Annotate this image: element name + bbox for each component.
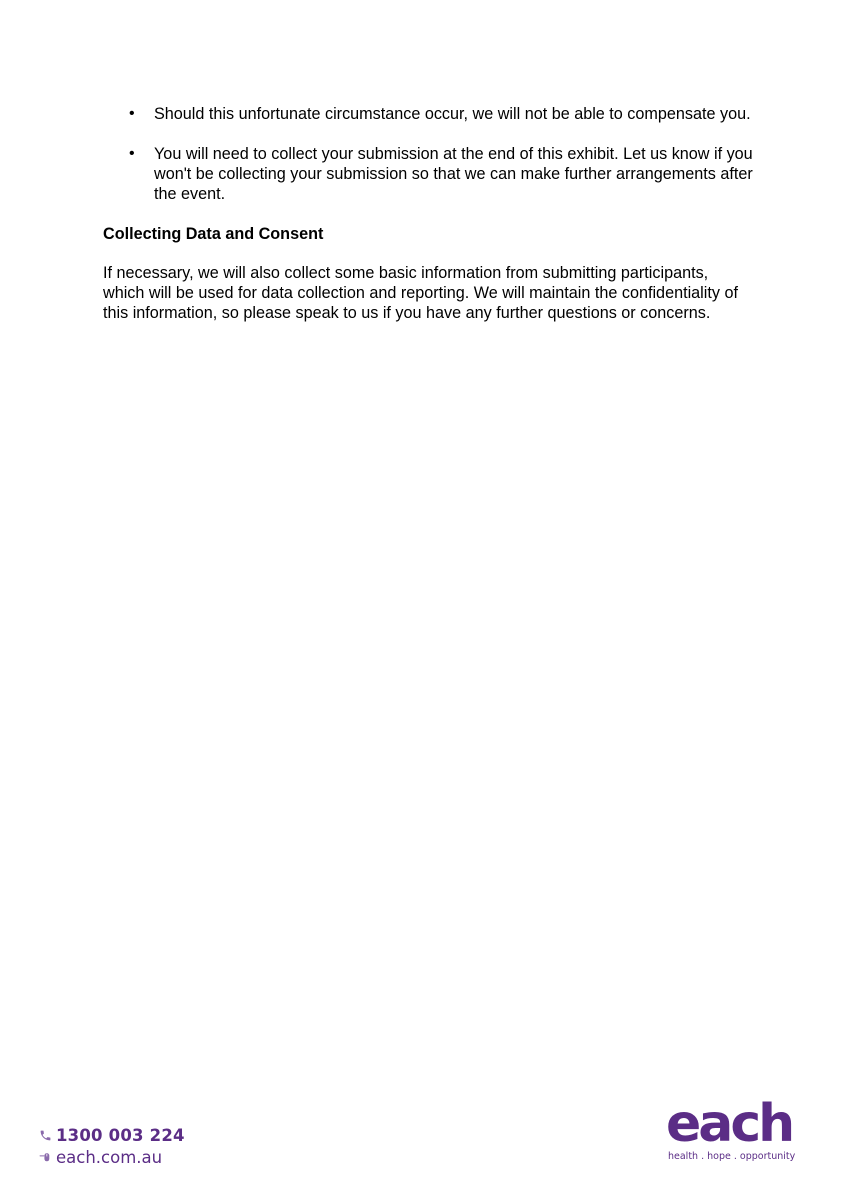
logo-wordmark: each (666, 1094, 793, 1154)
document-body (103, 104, 753, 323)
phone-number[interactable]: 1300 003 224 (56, 1125, 185, 1145)
bullet-text: Should this unfortunate circumstance occur, we will not be able to compensate you. (154, 105, 751, 123)
footer-contact (38, 1124, 185, 1168)
body-paragraph: If necessary, we will also collect some basic information from submitting participants, which will be used for data collection and reporting. We will maintain the confidentiality of this information, so please speak to us if you have any further questions or concerns. (103, 264, 738, 322)
mouse-icon (38, 1150, 52, 1164)
bullet-text: You will need to collect your submission at the end of this exhibit. Let us know if you won't be collecting your submission so that we can make further arrangements after the event. (154, 145, 753, 203)
list-item (103, 144, 753, 204)
bullet-list (103, 104, 753, 204)
website-row (38, 1146, 185, 1168)
phone-icon (38, 1128, 52, 1142)
each-logo (664, 1094, 796, 1166)
list-item (103, 104, 753, 124)
website-link[interactable]: each.com.au (56, 1147, 163, 1167)
section-heading: Collecting Data and Consent (103, 225, 324, 243)
phone-row (38, 1124, 185, 1146)
bullet-icon: • (129, 145, 135, 162)
logo-tagline: health . hope . opportunity (668, 1151, 796, 1162)
bullet-icon: • (129, 105, 135, 122)
